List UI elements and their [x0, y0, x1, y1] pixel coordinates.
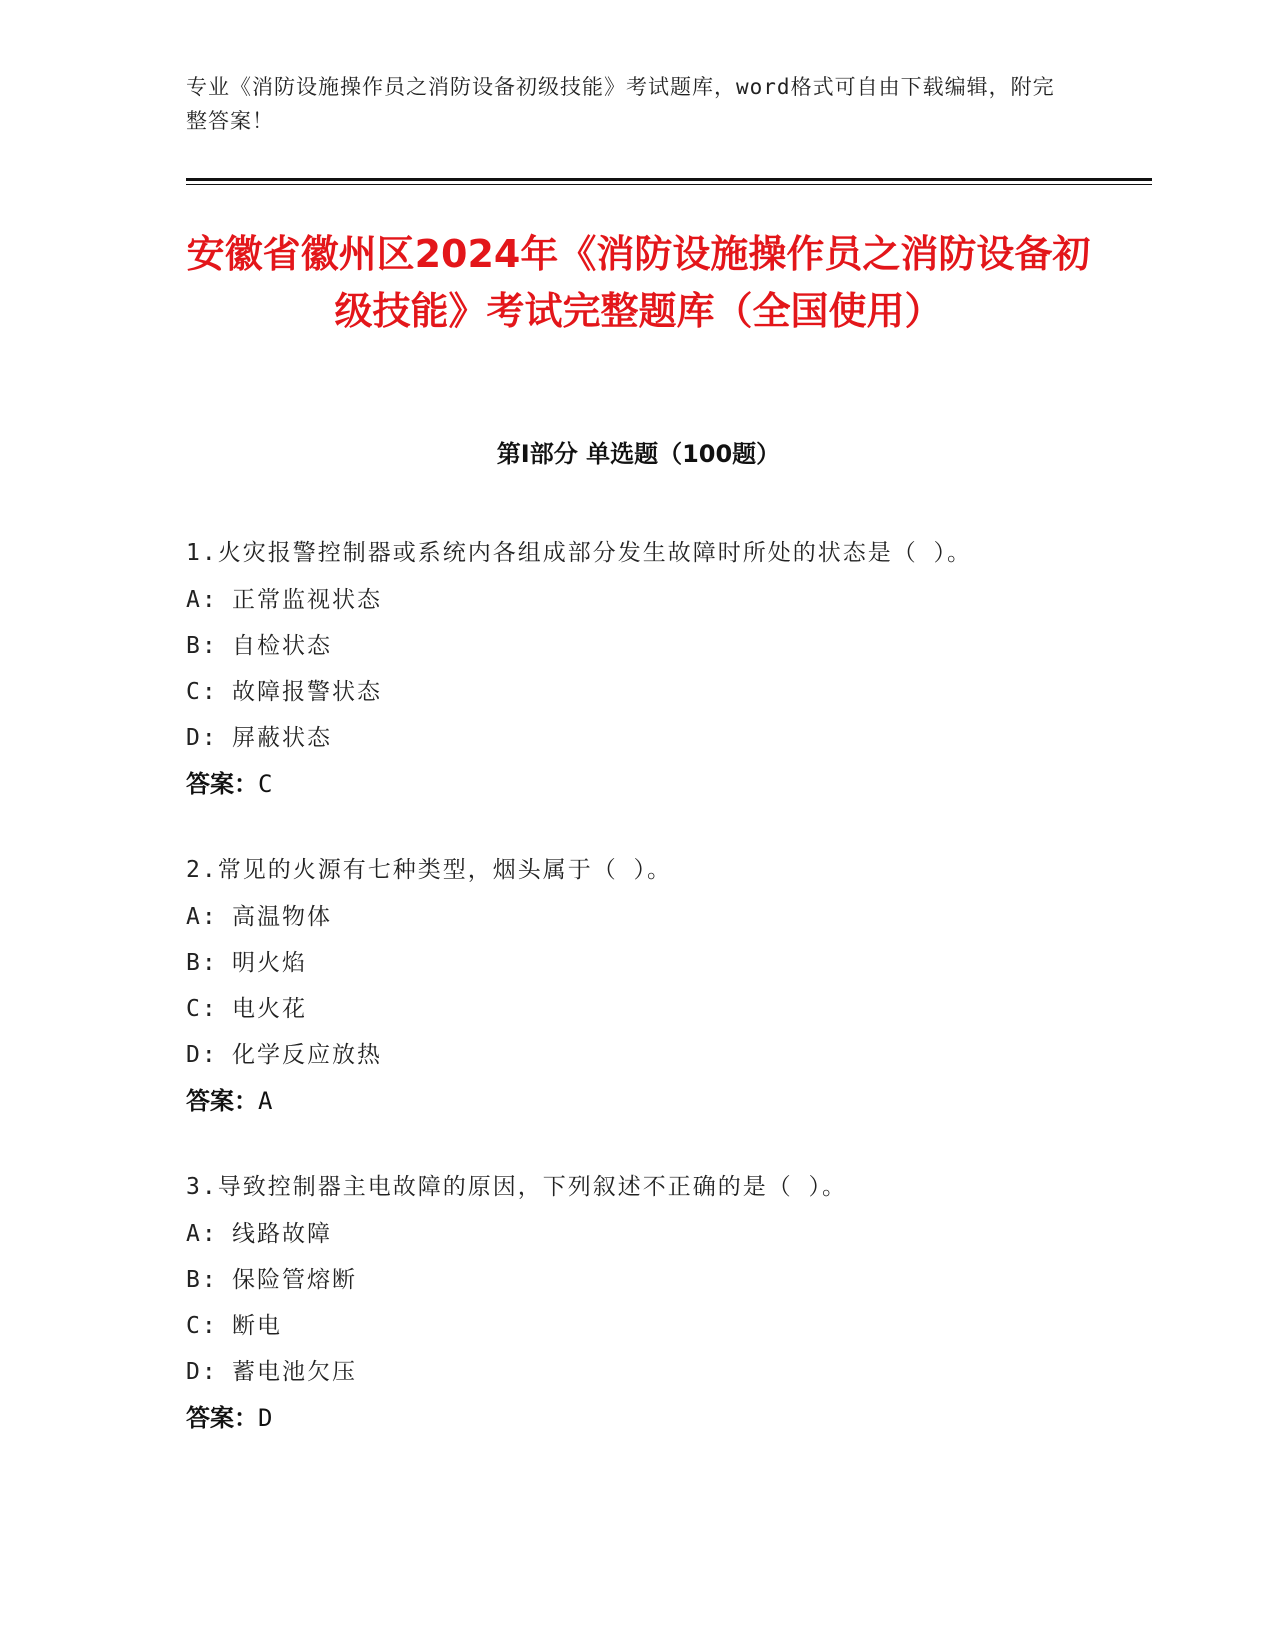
answer-line [186, 1395, 1086, 1441]
option-c [186, 986, 1086, 1032]
header-note: 专业《消防设施操作员之消防设备初级技能》考试题库，word格式可自由下载编辑，附完整答案！ [186, 75, 1055, 133]
option-letter: A: [186, 1221, 218, 1247]
option-c [186, 669, 1086, 715]
option-b [186, 940, 1086, 986]
question-3 [186, 1164, 1086, 1441]
option-letter: D: [186, 1359, 218, 1385]
option-a [186, 577, 1086, 623]
option-letter: C: [186, 1313, 218, 1339]
answer-label: 答案： [186, 770, 258, 798]
question-2 [186, 847, 1086, 1124]
option-letter: C: [186, 996, 218, 1022]
section-heading: 第Ⅰ部分 单选题（100题） [496, 440, 781, 468]
option-text: 故障报警状态 [232, 679, 382, 705]
option-text: 保险管熔断 [232, 1267, 357, 1293]
option-letter: A: [186, 587, 218, 613]
option-a [186, 1211, 1086, 1257]
option-text: 蓄电池欠压 [232, 1359, 357, 1385]
answer-line [186, 1078, 1086, 1124]
question-stem: 3.导致控制器主电故障的原因，下列叙述不正确的是（ ）。 [186, 1174, 848, 1200]
option-letter: D: [186, 1042, 218, 1068]
option-text: 正常监视状态 [232, 587, 382, 613]
option-letter: B: [186, 950, 218, 976]
option-a [186, 894, 1086, 940]
header-rule-thick [186, 178, 1152, 181]
option-b [186, 1257, 1086, 1303]
answer-value: C [258, 770, 273, 798]
option-b [186, 623, 1086, 669]
header-rule-thin [186, 184, 1152, 185]
option-text: 高温物体 [232, 904, 332, 930]
answer-line [186, 761, 1086, 807]
option-letter: C: [186, 679, 218, 705]
option-text: 线路故障 [232, 1221, 332, 1247]
option-d [186, 1032, 1086, 1078]
option-text: 屏蔽状态 [232, 725, 332, 751]
question-stem: 2.常见的火源有七种类型，烟头属于（ ）。 [186, 857, 673, 883]
document-title: 安徽省徽州区2024年《消防设施操作员之消防设备初级技能》考试完整题库（全国使用） [186, 232, 1091, 333]
option-letter: B: [186, 1267, 218, 1293]
option-letter: A: [186, 904, 218, 930]
question-1 [186, 530, 1086, 807]
option-text: 自检状态 [232, 633, 332, 659]
answer-value: A [258, 1087, 273, 1115]
answer-label: 答案： [186, 1087, 258, 1115]
option-text: 电火花 [232, 996, 307, 1022]
option-text: 明火焰 [232, 950, 307, 976]
option-d [186, 1349, 1086, 1395]
option-letter: D: [186, 725, 218, 751]
option-text: 断电 [232, 1313, 282, 1339]
option-d [186, 715, 1086, 761]
option-text: 化学反应放热 [232, 1042, 382, 1068]
question-stem: 1.火灾报警控制器或系统内各组成部分发生故障时所处的状态是（ ）。 [186, 540, 973, 566]
option-letter: B: [186, 633, 218, 659]
question-list [186, 530, 1086, 1481]
option-c [186, 1303, 1086, 1349]
answer-value: D [258, 1404, 273, 1432]
answer-label: 答案： [186, 1404, 258, 1432]
